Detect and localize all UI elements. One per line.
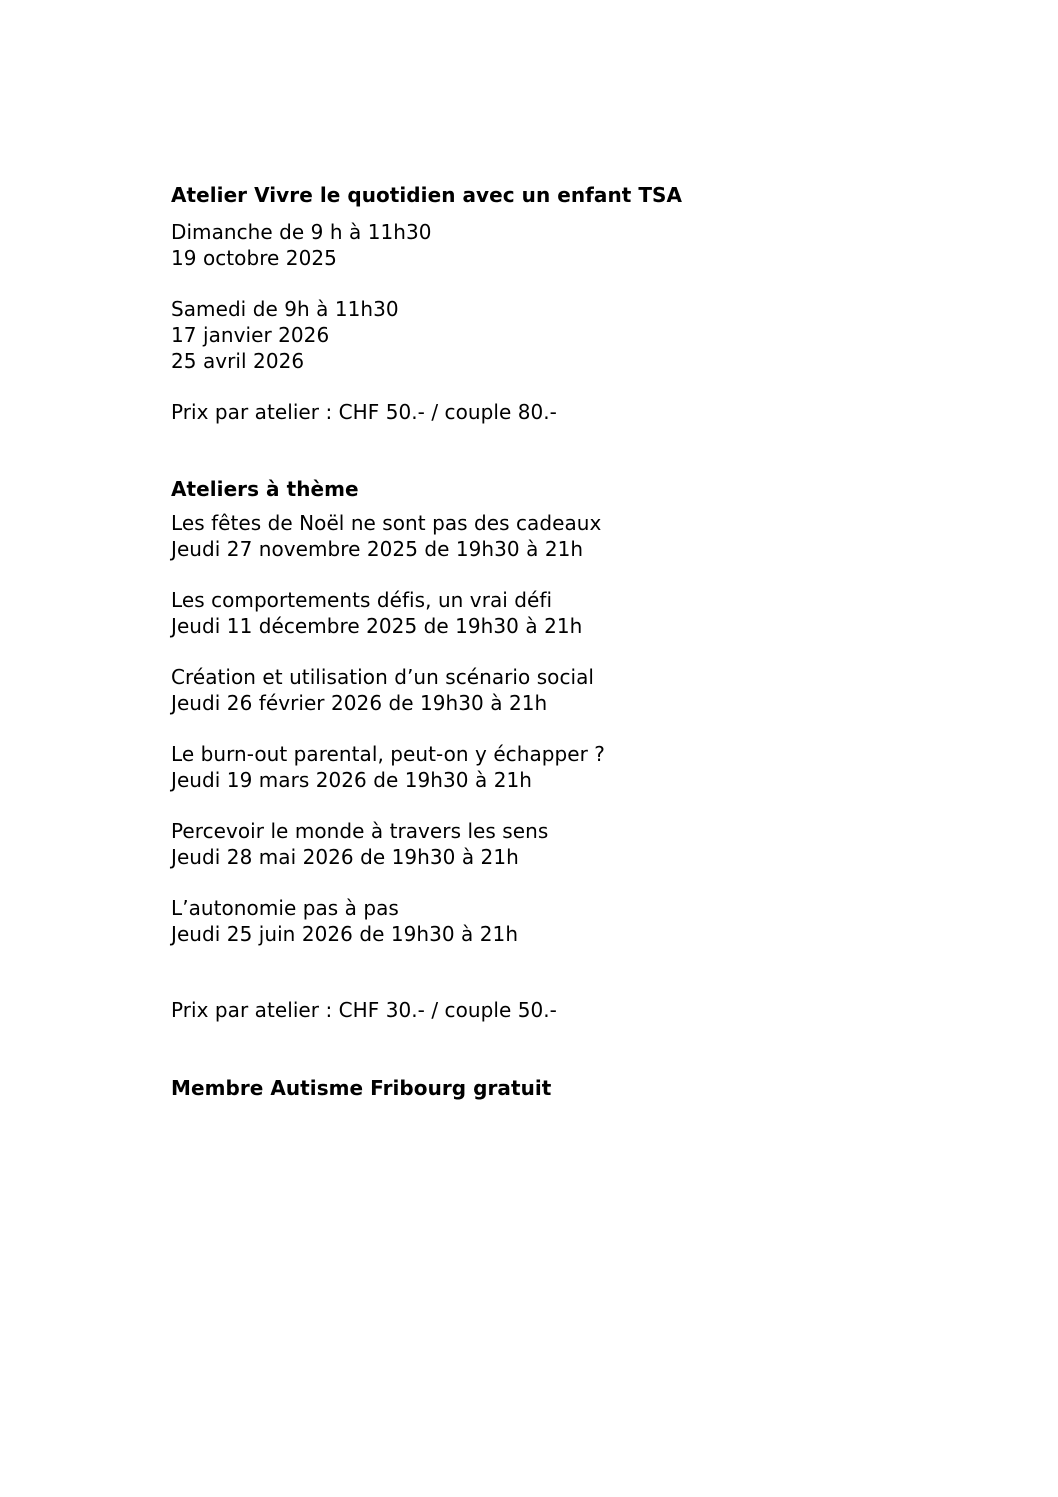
- schedule-saturday-date: 25 avril 2026: [171, 349, 305, 373]
- section-heading-quotidien: Atelier Vivre le quotidien avec un enfant TSA: [171, 183, 683, 207]
- workshop-title: Percevoir le monde à travers les sens: [171, 819, 549, 843]
- price-info: Prix par atelier : CHF 50.- / couple 80.-: [171, 400, 557, 424]
- section-heading-themes: Ateliers à thème: [171, 477, 359, 501]
- workshop-title: L’autonomie pas à pas: [171, 896, 399, 920]
- workshop-date: Jeudi 19 mars 2026 de 19h30 à 21h: [171, 768, 532, 792]
- schedule-sunday-date: 19 octobre 2025: [171, 246, 337, 270]
- schedule-sunday-label: Dimanche de 9 h à 11h30: [171, 220, 432, 244]
- workshop-date: Jeudi 27 novembre 2025 de 19h30 à 21h: [171, 537, 584, 561]
- workshop-date: Jeudi 28 mai 2026 de 19h30 à 21h: [171, 845, 519, 869]
- workshop-title: Les comportements défis, un vrai défi: [171, 588, 553, 612]
- schedule-saturday-label: Samedi de 9h à 11h30: [171, 297, 399, 321]
- price-info: Prix par atelier : CHF 30.- / couple 50.-: [171, 998, 557, 1022]
- schedule-saturday-date: 17 janvier 2026: [171, 323, 330, 347]
- workshop-date: Jeudi 26 février 2026 de 19h30 à 21h: [171, 691, 548, 715]
- workshop-title: Création et utilisation d’un scénario social: [171, 665, 595, 689]
- workshop-date: Jeudi 25 juin 2026 de 19h30 à 21h: [171, 922, 519, 946]
- workshop-date: Jeudi 11 décembre 2025 de 19h30 à 21h: [171, 614, 583, 638]
- workshop-title: Les fêtes de Noël ne sont pas des cadeaux: [171, 511, 602, 535]
- workshop-title: Le burn-out parental, peut-on y échapper ?: [171, 742, 605, 766]
- membership-note: Membre Autisme Fribourg gratuit: [171, 1076, 552, 1100]
